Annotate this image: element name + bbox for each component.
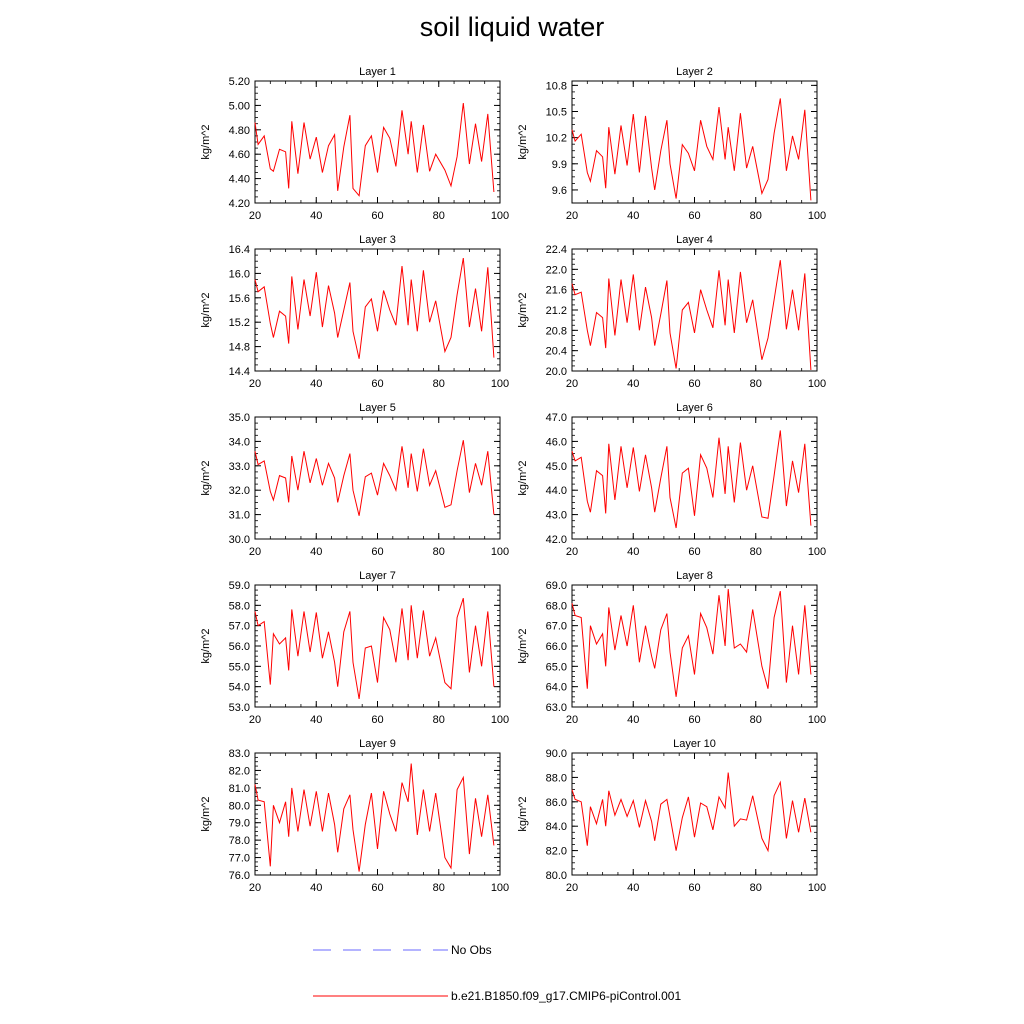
- legend-label-2: b.e21.B1850.f09_g17.CMIP6-piControl.001: [451, 989, 682, 1003]
- panel-title: Layer 9: [359, 738, 396, 750]
- x-tick-label: 80: [432, 714, 445, 726]
- y-tick-label: 5.20: [228, 76, 250, 88]
- x-tick-label: 100: [807, 210, 827, 222]
- x-tick-label: 20: [565, 882, 579, 894]
- series-line-1: [255, 103, 494, 196]
- chart-panel-9: [200, 738, 509, 894]
- x-tick-label: 80: [432, 546, 445, 558]
- y-tick-label: 77.0: [228, 852, 250, 865]
- panel-title: Layer 10: [673, 738, 716, 750]
- y-tick-label: 63.0: [545, 702, 567, 714]
- y-axis-label: kg/m^2: [200, 796, 212, 832]
- x-tick-label: 60: [688, 546, 701, 558]
- x-tick-label: 100: [807, 546, 827, 558]
- y-tick-label: 4.80: [228, 124, 250, 137]
- x-tick-label: 60: [371, 714, 384, 726]
- x-tick-label: 80: [749, 714, 762, 726]
- y-tick-label: 59.0: [228, 580, 250, 592]
- y-tick-label: 78.0: [228, 835, 250, 848]
- y-tick-label: 81.0: [228, 782, 250, 795]
- x-tick-label: 20: [565, 714, 579, 726]
- y-tick-label: 31.0: [228, 509, 250, 522]
- y-tick-label: 80.0: [228, 800, 250, 813]
- y-tick-label: 76.0: [228, 870, 250, 882]
- x-tick-label: 100: [490, 210, 510, 222]
- y-tick-label: 64.0: [545, 681, 567, 694]
- y-axis-label: kg/m^2: [200, 628, 212, 664]
- x-tick-label: 60: [371, 882, 384, 894]
- y-axis-label: kg/m^2: [517, 460, 529, 496]
- chart-panel-1: [200, 66, 509, 222]
- y-tick-label: 9.9: [551, 158, 567, 171]
- chart-panel-2: [517, 66, 826, 222]
- y-tick-label: 21.6: [545, 284, 567, 297]
- x-tick-label: 40: [627, 882, 640, 894]
- x-tick-label: 60: [371, 210, 384, 222]
- x-tick-label: 40: [310, 210, 323, 222]
- y-tick-label: 35.0: [228, 412, 250, 424]
- y-tick-label: 30.0: [228, 534, 250, 546]
- y-axis-label: kg/m^2: [517, 796, 529, 832]
- series-line-1: [255, 764, 494, 872]
- panel-title: Layer 7: [359, 570, 396, 582]
- x-tick-label: 100: [490, 714, 510, 726]
- y-tick-label: 47.0: [545, 412, 567, 424]
- y-tick-label: 69.0: [545, 580, 567, 592]
- y-axis-label: kg/m^2: [517, 292, 529, 328]
- y-tick-label: 83.0: [228, 748, 250, 760]
- x-tick-label: 80: [749, 378, 762, 390]
- x-tick-label: 40: [310, 882, 323, 894]
- y-tick-label: 34.0: [228, 436, 250, 449]
- x-tick-label: 60: [688, 210, 701, 222]
- chart-panel-5: [200, 402, 509, 558]
- plot-frame: [572, 585, 817, 707]
- y-tick-label: 65.0: [545, 661, 567, 674]
- y-tick-label: 66.0: [545, 641, 567, 653]
- y-tick-label: 10.2: [545, 132, 567, 145]
- y-tick-label: 56.0: [228, 641, 250, 653]
- chart-panel-3: [200, 234, 509, 390]
- x-tick-label: 20: [248, 378, 262, 390]
- series-line-1: [572, 260, 811, 370]
- x-tick-label: 40: [627, 714, 640, 726]
- chart-panel-10: [517, 738, 826, 894]
- y-tick-label: 4.60: [228, 149, 250, 162]
- y-tick-label: 21.2: [545, 305, 567, 317]
- panel-title: Layer 8: [676, 570, 713, 582]
- y-tick-label: 42.0: [545, 534, 567, 546]
- y-axis-label: kg/m^2: [200, 124, 212, 160]
- y-tick-label: 84.0: [545, 821, 567, 834]
- y-tick-label: 16.4: [228, 244, 250, 256]
- chart-panel-4: [517, 234, 826, 390]
- y-tick-label: 55.0: [228, 661, 250, 674]
- y-tick-label: 22.0: [545, 264, 567, 277]
- x-tick-label: 40: [310, 714, 323, 726]
- y-tick-label: 90.0: [545, 748, 567, 760]
- y-tick-label: 9.6: [551, 184, 567, 197]
- y-tick-label: 45.0: [545, 460, 567, 473]
- x-tick-label: 60: [688, 378, 701, 390]
- y-tick-label: 53.0: [228, 702, 250, 714]
- y-tick-label: 5.00: [228, 100, 250, 113]
- y-tick-label: 79.0: [228, 817, 250, 830]
- plot-frame: [255, 81, 500, 203]
- x-tick-label: 80: [749, 210, 762, 222]
- y-tick-label: 58.0: [228, 600, 250, 613]
- legend: [313, 943, 681, 1003]
- y-axis-label: kg/m^2: [200, 292, 212, 328]
- x-tick-label: 60: [371, 378, 384, 390]
- series-line-1: [255, 440, 494, 516]
- y-axis-label: kg/m^2: [200, 460, 212, 496]
- panel-title: Layer 6: [676, 402, 713, 414]
- y-tick-label: 20.0: [545, 366, 567, 378]
- y-tick-label: 82.0: [228, 765, 250, 778]
- x-tick-label: 20: [248, 210, 262, 222]
- x-tick-label: 80: [432, 210, 445, 222]
- series-line-1: [255, 598, 494, 699]
- panel-title: Layer 2: [676, 66, 713, 78]
- x-tick-label: 80: [432, 378, 445, 390]
- y-axis-label: kg/m^2: [517, 628, 529, 664]
- x-tick-label: 40: [627, 378, 640, 390]
- series-line-1: [255, 258, 494, 359]
- x-tick-label: 100: [490, 546, 510, 558]
- x-tick-label: 40: [627, 546, 640, 558]
- y-tick-label: 4.20: [228, 198, 250, 210]
- y-tick-label: 54.0: [228, 681, 250, 694]
- y-tick-label: 86.0: [545, 796, 567, 809]
- y-tick-label: 46.0: [545, 436, 567, 449]
- plot-frame: [255, 417, 500, 539]
- y-tick-label: 32.0: [228, 485, 250, 498]
- series-line-1: [572, 98, 811, 200]
- y-tick-label: 43.0: [545, 509, 567, 522]
- panel-title: Layer 1: [359, 66, 396, 78]
- x-tick-label: 60: [371, 546, 384, 558]
- panel-title: Layer 4: [676, 234, 713, 246]
- panel-title: Layer 5: [359, 402, 396, 414]
- series-line-1: [572, 773, 811, 851]
- chart-panel-7: [200, 570, 509, 726]
- y-tick-label: 68.0: [545, 600, 567, 613]
- panel-title: Layer 3: [359, 234, 396, 246]
- y-tick-label: 57.0: [228, 620, 250, 633]
- plot-frame: [572, 753, 817, 875]
- y-tick-label: 82.0: [545, 845, 567, 858]
- plot-frame: [255, 249, 500, 371]
- x-tick-label: 80: [749, 882, 762, 894]
- y-tick-label: 22.4: [545, 244, 567, 256]
- series-line-1: [572, 589, 811, 697]
- y-tick-label: 14.4: [228, 366, 250, 378]
- x-tick-label: 20: [248, 882, 262, 894]
- y-tick-label: 80.0: [545, 870, 567, 882]
- y-tick-label: 16.0: [228, 268, 250, 281]
- x-tick-label: 80: [432, 882, 445, 894]
- y-tick-label: 14.8: [228, 341, 250, 354]
- x-tick-label: 60: [688, 882, 701, 894]
- y-tick-label: 33.0: [228, 460, 250, 473]
- y-tick-label: 44.0: [545, 485, 567, 498]
- x-tick-label: 40: [310, 546, 323, 558]
- x-tick-label: 40: [627, 210, 640, 222]
- x-tick-label: 100: [807, 714, 827, 726]
- x-tick-label: 20: [565, 378, 579, 390]
- y-tick-label: 10.5: [545, 106, 567, 119]
- y-tick-label: 20.8: [545, 325, 567, 338]
- x-tick-label: 20: [565, 546, 579, 558]
- y-tick-label: 15.2: [228, 317, 250, 330]
- x-tick-label: 40: [310, 378, 323, 390]
- page-title: soil liquid water: [419, 12, 605, 42]
- y-axis-label: kg/m^2: [517, 124, 529, 160]
- y-tick-label: 88.0: [545, 772, 567, 785]
- x-tick-label: 100: [807, 378, 827, 390]
- x-tick-label: 20: [248, 714, 262, 726]
- y-tick-label: 15.6: [228, 292, 250, 305]
- y-tick-label: 10.8: [545, 80, 567, 93]
- y-tick-label: 4.40: [228, 173, 250, 186]
- chart-panel-6: [517, 402, 826, 558]
- x-tick-label: 80: [749, 546, 762, 558]
- series-line-1: [572, 430, 811, 528]
- y-tick-label: 67.0: [545, 620, 567, 633]
- x-tick-label: 20: [565, 210, 579, 222]
- x-tick-label: 100: [490, 378, 510, 390]
- x-tick-label: 100: [490, 882, 510, 894]
- y-tick-label: 20.4: [545, 345, 567, 358]
- plot-frame: [255, 753, 500, 875]
- plot-frame: [572, 249, 817, 371]
- x-tick-label: 100: [807, 882, 827, 894]
- x-tick-label: 60: [688, 714, 701, 726]
- legend-label-1: No Obs: [451, 943, 492, 957]
- x-tick-label: 20: [248, 546, 262, 558]
- chart-panel-8: [517, 570, 826, 726]
